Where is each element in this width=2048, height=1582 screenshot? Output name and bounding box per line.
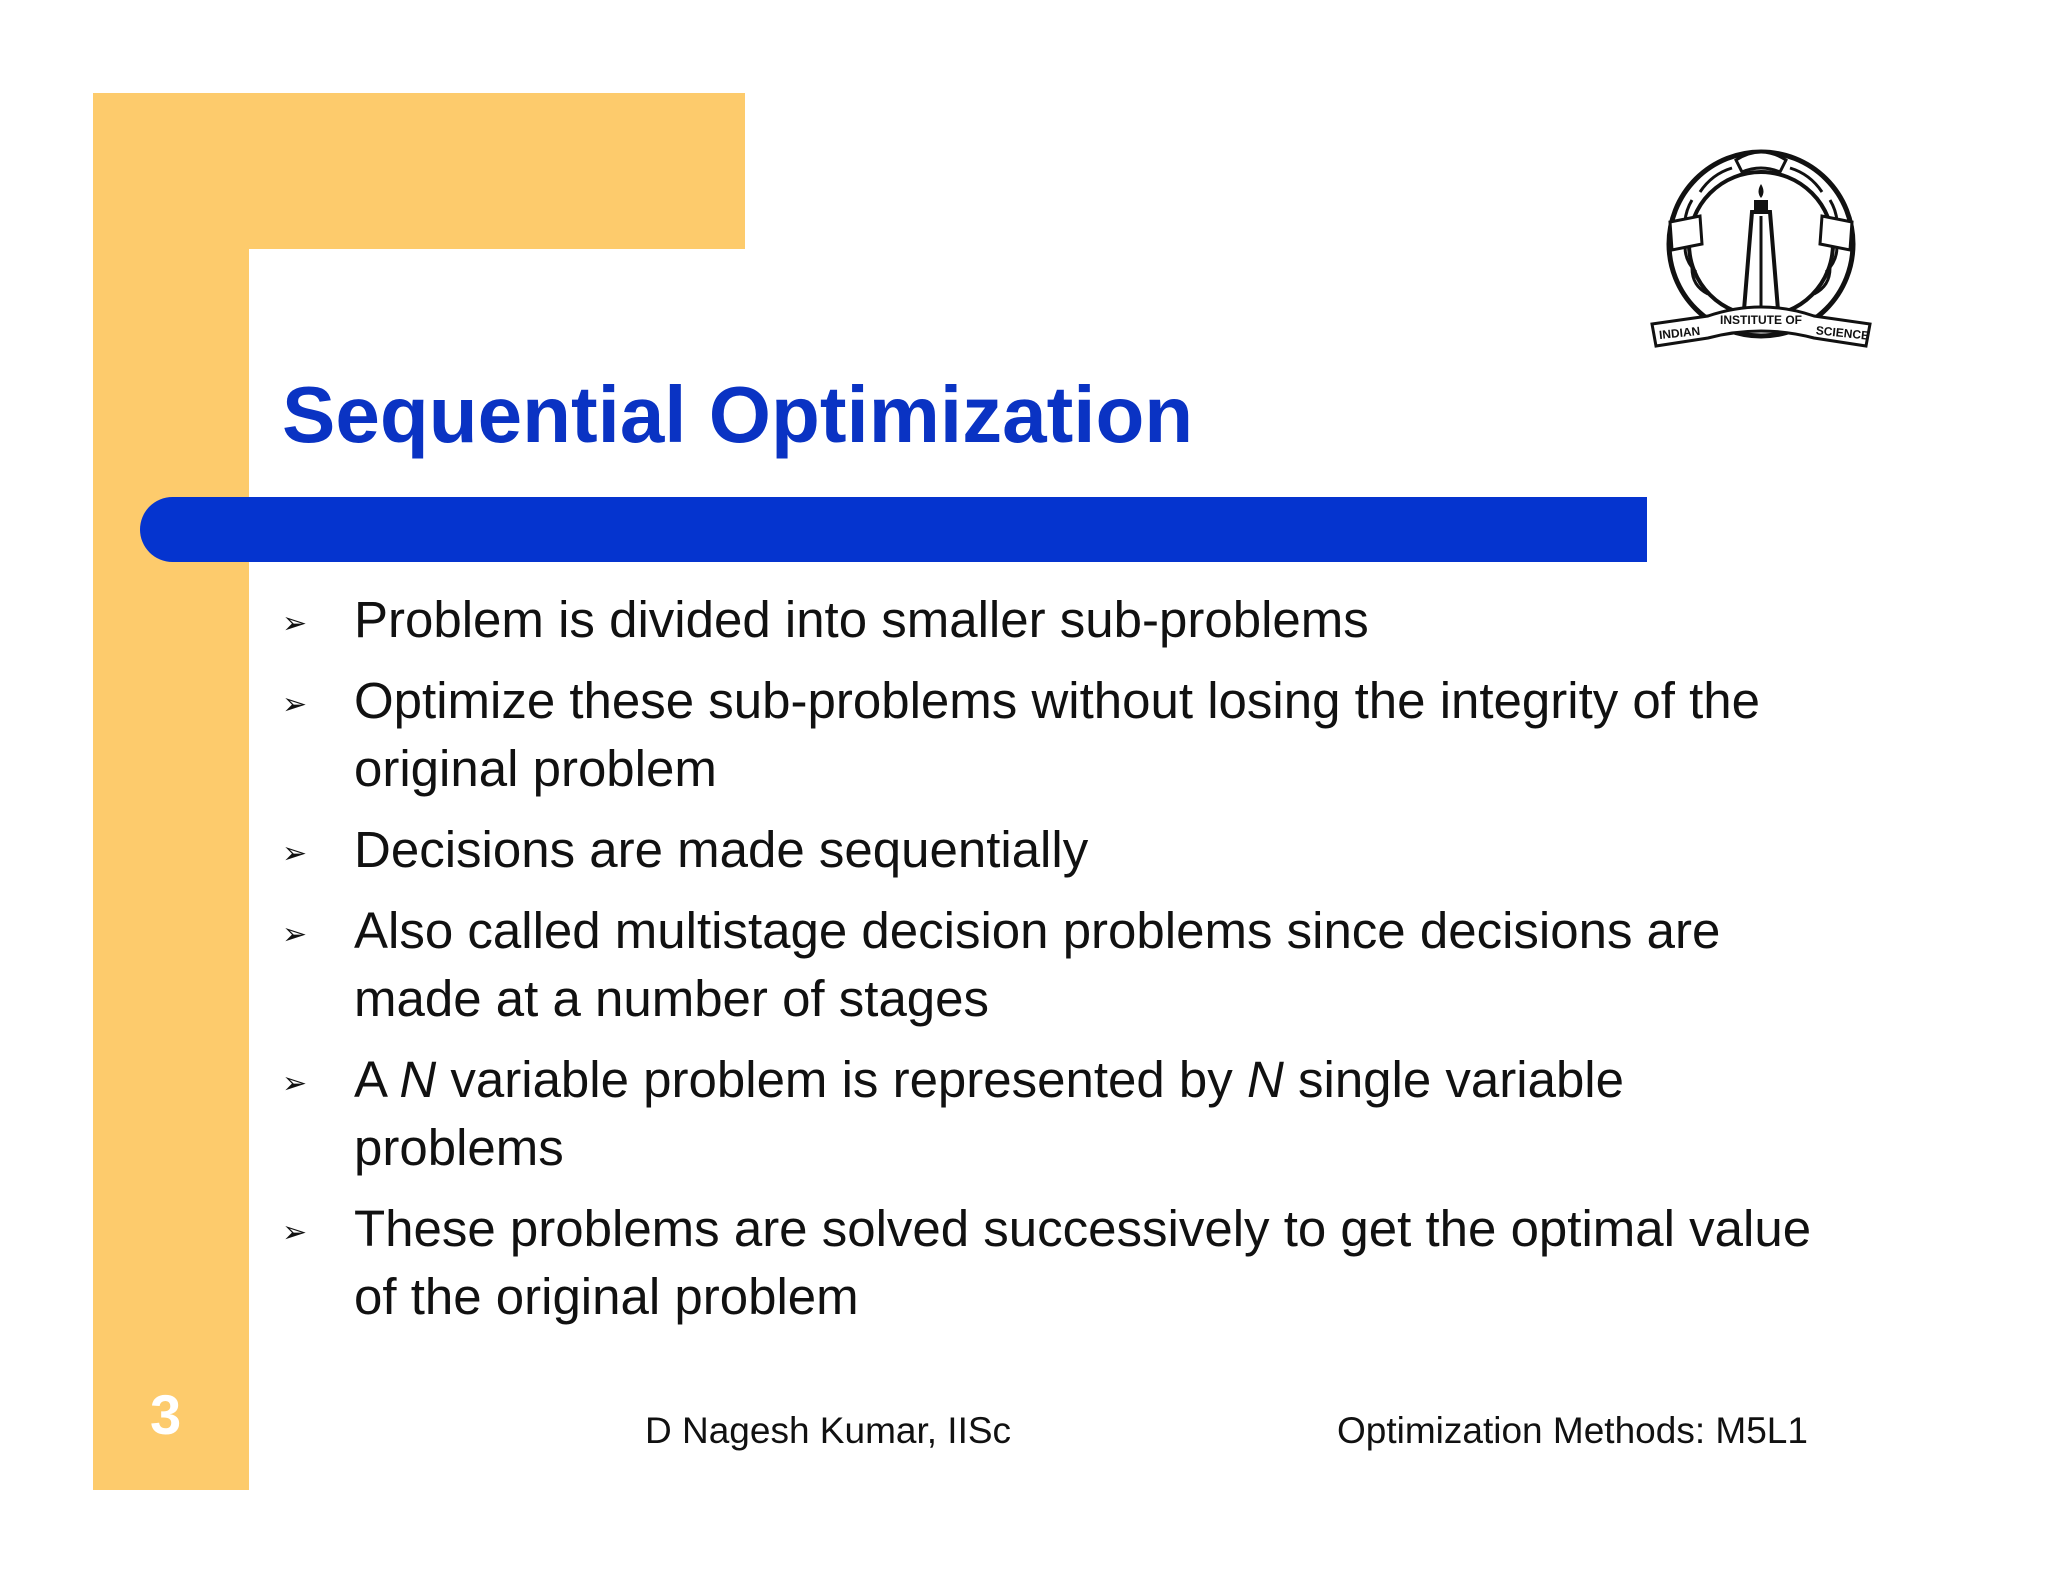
iisc-emblem-icon [1648, 140, 1874, 362]
title-underline-bar [140, 497, 1647, 562]
bullet-text-run: Optimize these sub-problems without losing the integrity of the original problem [354, 672, 1761, 797]
bullet-item [280, 1046, 1840, 1182]
slide-title: Sequential Optimization [282, 370, 1194, 459]
bullet-text-run: Also called multistage decision problems since decisions are made at a number of stages [354, 902, 1721, 1027]
bullet-arrow-icon: ➢ [282, 1216, 308, 1249]
bullet-arrow-icon: ➢ [282, 918, 308, 951]
bullet-arrow-icon: ➢ [282, 688, 308, 721]
bullet-item [280, 816, 1840, 884]
bullet-text-run: Problem is divided into smaller sub-problems [354, 591, 1369, 648]
bullet-text-run: These problems are solved successively to get the optimal value of the original problem [354, 1200, 1812, 1325]
logo-word-indian: INDIAN [1658, 323, 1701, 343]
bullet-item [280, 1195, 1840, 1331]
bullet-text-run: variable problem is represented by [436, 1051, 1247, 1108]
logo-word-science: SCIENCE [1815, 323, 1870, 343]
bullet-text [354, 1051, 1624, 1176]
bullet-item [280, 667, 1840, 803]
bullet-text [354, 591, 1369, 648]
yellow-side-bar [93, 93, 249, 1490]
bullet-arrow-icon: ➢ [282, 607, 308, 640]
bullet-item [280, 586, 1840, 654]
slide-number: 3 [150, 1383, 182, 1446]
bullet-arrow-icon: ➢ [282, 1067, 308, 1100]
logo-word-institute: INSTITUTE OF [1720, 313, 1802, 327]
footer-author: D Nagesh Kumar, IISc [645, 1410, 1012, 1451]
bullet-arrow-icon: ➢ [282, 837, 308, 870]
bullet-text [354, 1200, 1811, 1325]
footer-course: Optimization Methods: M5L1 [1337, 1410, 1808, 1451]
bullet-item [280, 897, 1840, 1033]
bullet-italic-text: N [399, 1051, 437, 1108]
bullet-text [354, 672, 1760, 797]
yellow-top-bar [93, 93, 745, 249]
bullet-list [280, 586, 1840, 1344]
bullet-text-run: Decisions are made sequentially [354, 821, 1089, 878]
bullet-text-run: A [354, 1051, 400, 1108]
bullet-text [354, 902, 1720, 1027]
bullet-text-run: single variable problems [354, 1051, 1625, 1176]
bullet-italic-text: N [1246, 1051, 1284, 1108]
bullet-text [354, 821, 1088, 878]
